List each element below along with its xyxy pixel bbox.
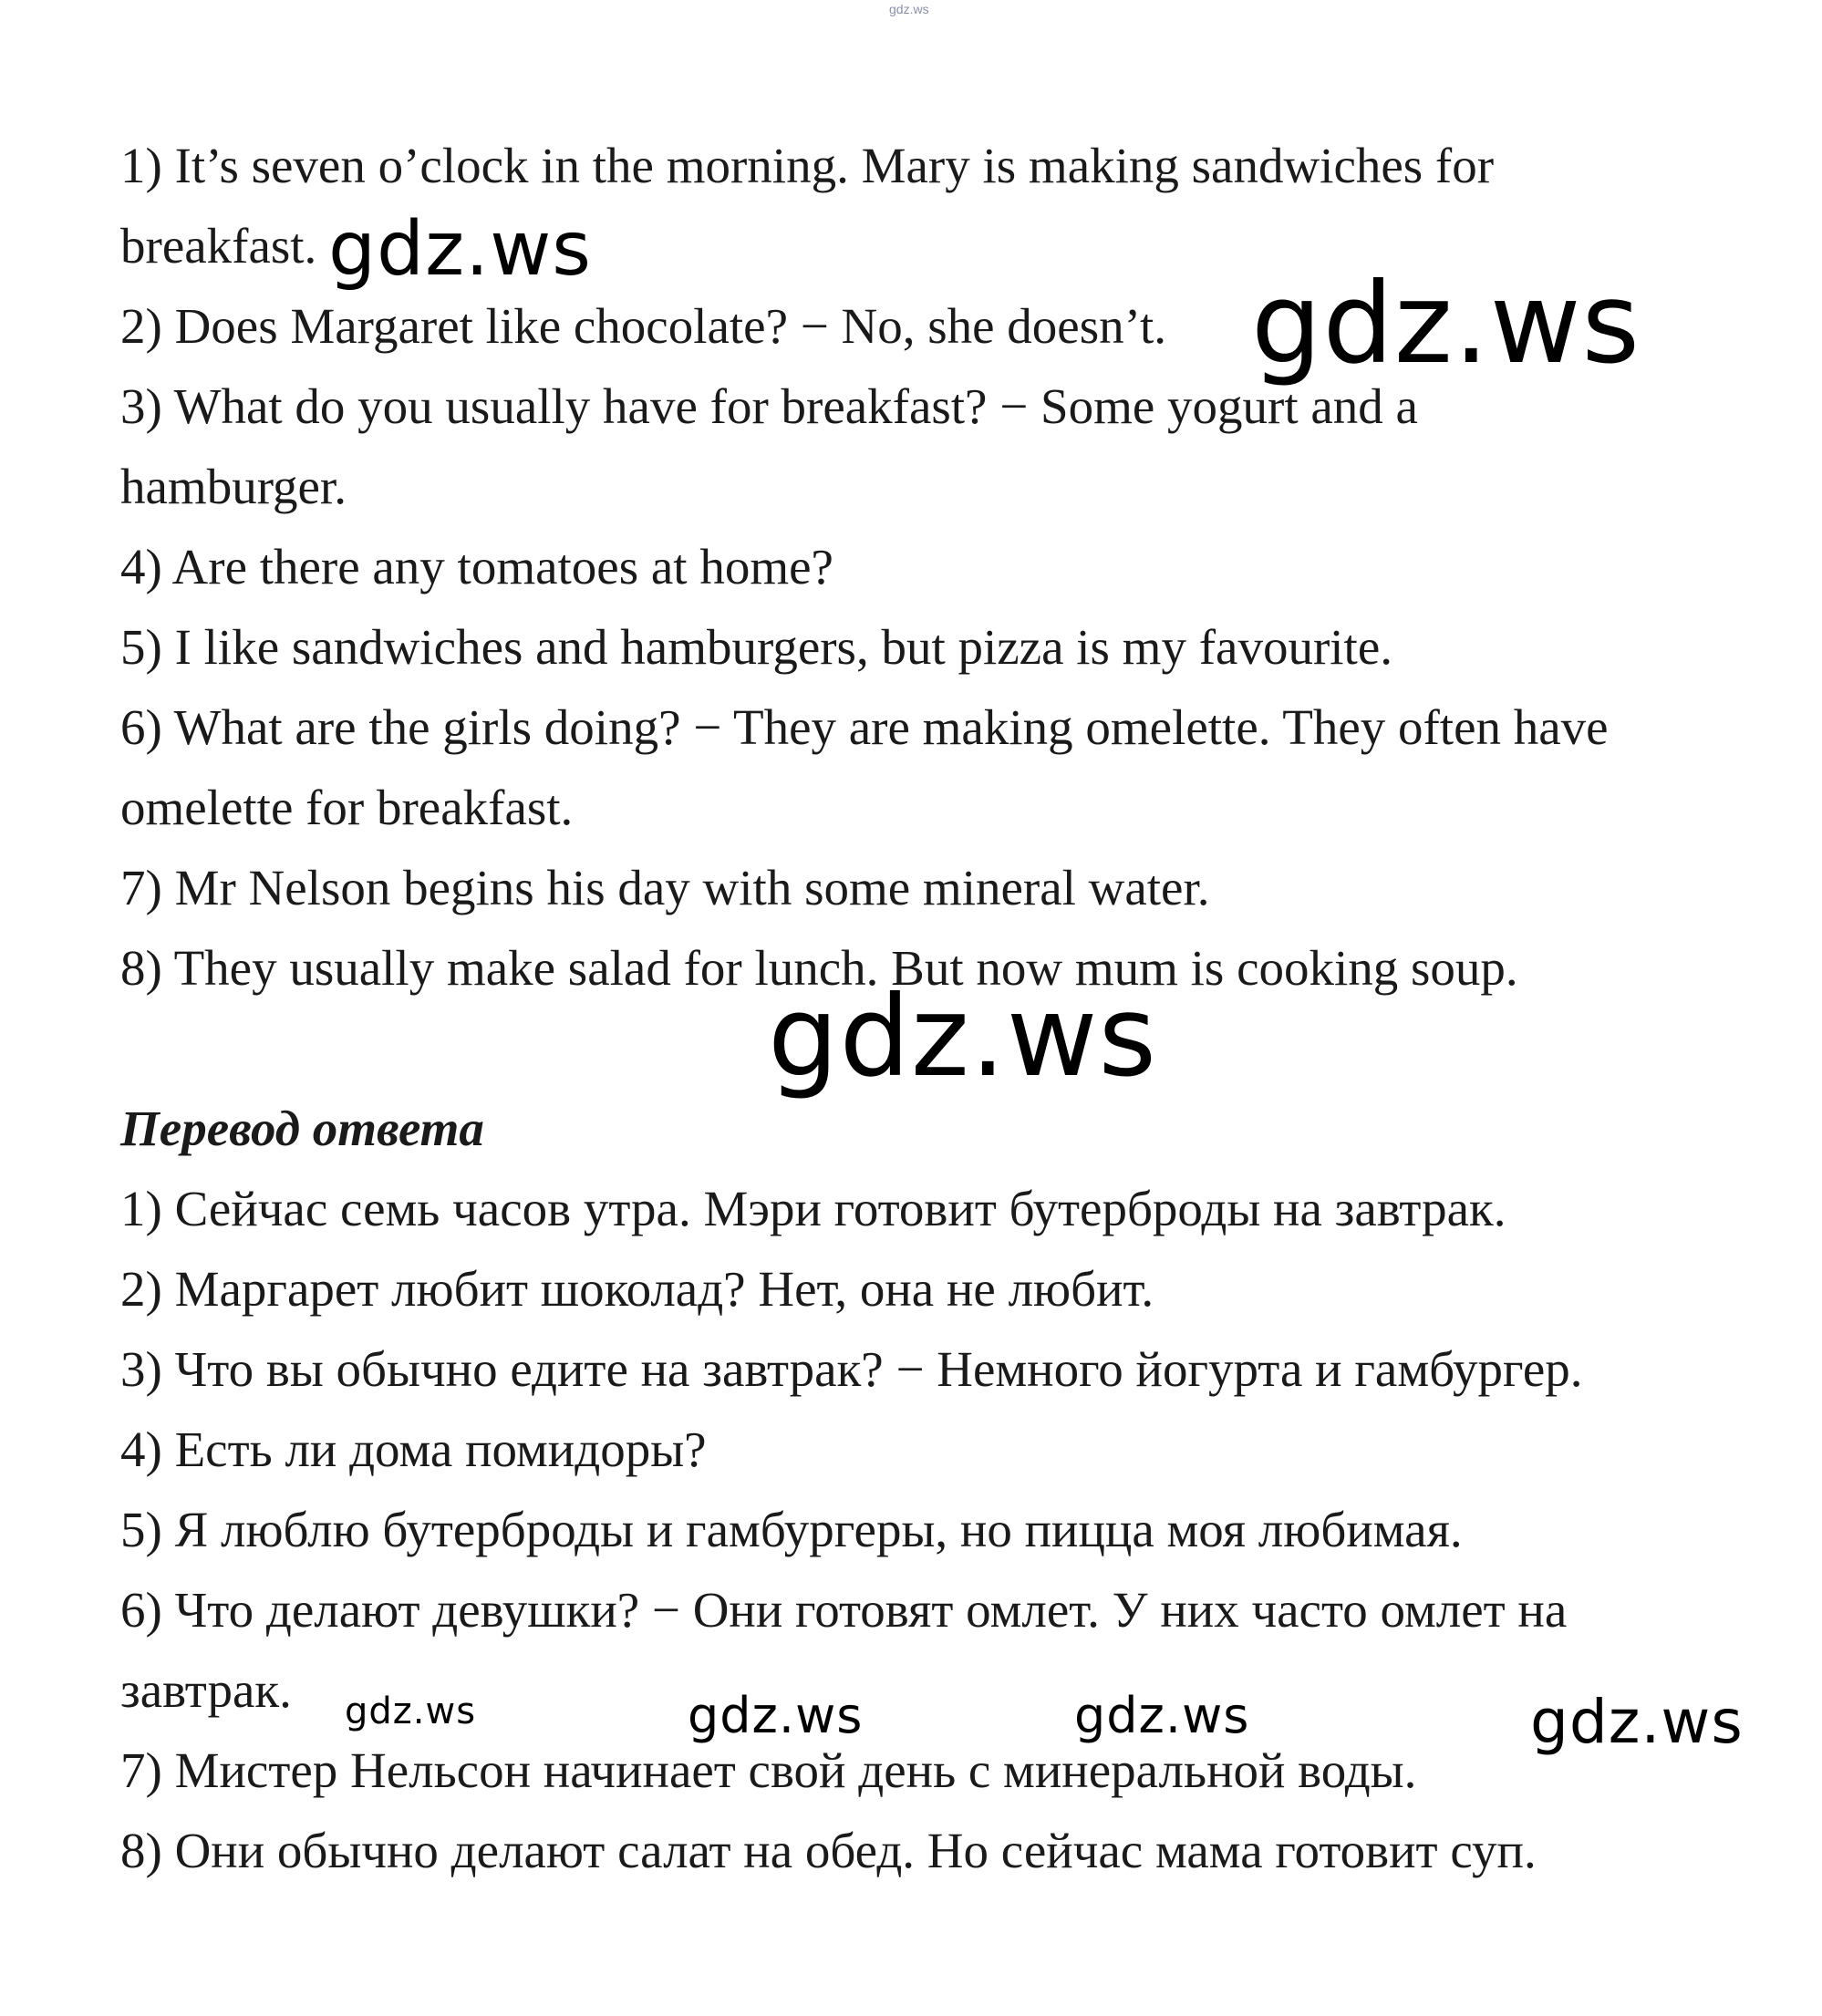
translation-line-1: 1) Сейчас семь часов утра. Мэри готовит бутерброды на завтрак. xyxy=(120,1181,1506,1236)
english-line-1: 1) It’s seven o’clock in the morning. Mary is making sandwiches for xyxy=(120,138,1495,193)
watermark: gdz.ws xyxy=(768,972,1158,1101)
english-line-4: 4) Are there any tomatoes at home? xyxy=(120,539,833,594)
english-line-3: 3) What do you usually have for breakfast? − Some yogurt and a xyxy=(120,378,1418,434)
english-line-7: 7) Mr Nelson begins his day with some mineral water. xyxy=(120,860,1210,915)
watermark: gdz.ws xyxy=(328,206,592,293)
watermark: gdz.ws xyxy=(1251,259,1641,388)
english-line-2: 2) Does Margaret like chocolate? − No, she doesn’t. xyxy=(120,298,1166,354)
english-line-8: 8) They usually make salad for lunch. But now mum is cooking soup. xyxy=(120,940,1518,996)
english-line-3-cont: hamburger. xyxy=(120,459,347,514)
translation-line-3: 3) Что вы обычно едите на завтрак? − Немного йогурта и гамбургер. xyxy=(120,1341,1583,1397)
english-line-6: 6) What are the girls doing? − They are making omelette. They often have xyxy=(120,699,1609,755)
english-line-5: 5) I like sandwiches and hamburgers, but pizza is my favourite. xyxy=(120,619,1392,675)
watermark: gdz.ws xyxy=(688,1687,864,1744)
translation-line-6-cont: завтрак. xyxy=(120,1662,292,1718)
translation-line-5: 5) Я люблю бутерброды и гамбургеры, но пицца моя любимая. xyxy=(120,1502,1463,1557)
translation-heading: Перевод ответа xyxy=(120,1101,484,1156)
english-line-6-cont: omelette for breakfast. xyxy=(120,780,574,835)
translation-line-4: 4) Есть ли дома помидоры? xyxy=(120,1422,707,1477)
translation-line-7: 7) Мистер Нельсон начинает свой день с минеральной воды. xyxy=(120,1742,1417,1798)
translation-line-6: 6) Что делают девушки? − Они готовят омлет. У них часто омлет на xyxy=(120,1582,1568,1638)
top-watermark: gdz.ws xyxy=(889,2,929,16)
english-line-1-cont: breakfast. xyxy=(120,218,317,274)
watermark: gdz.ws xyxy=(1074,1687,1250,1744)
translation-line-8: 8) Они обычно делают салат на обед. Но сейчас мама готовит суп. xyxy=(120,1823,1537,1878)
watermark: gdz.ws xyxy=(345,1690,477,1732)
translation-line-2: 2) Маргарет любит шоколад? Нет, она не любит. xyxy=(120,1261,1154,1317)
watermark: gdz.ws xyxy=(1530,1687,1744,1757)
